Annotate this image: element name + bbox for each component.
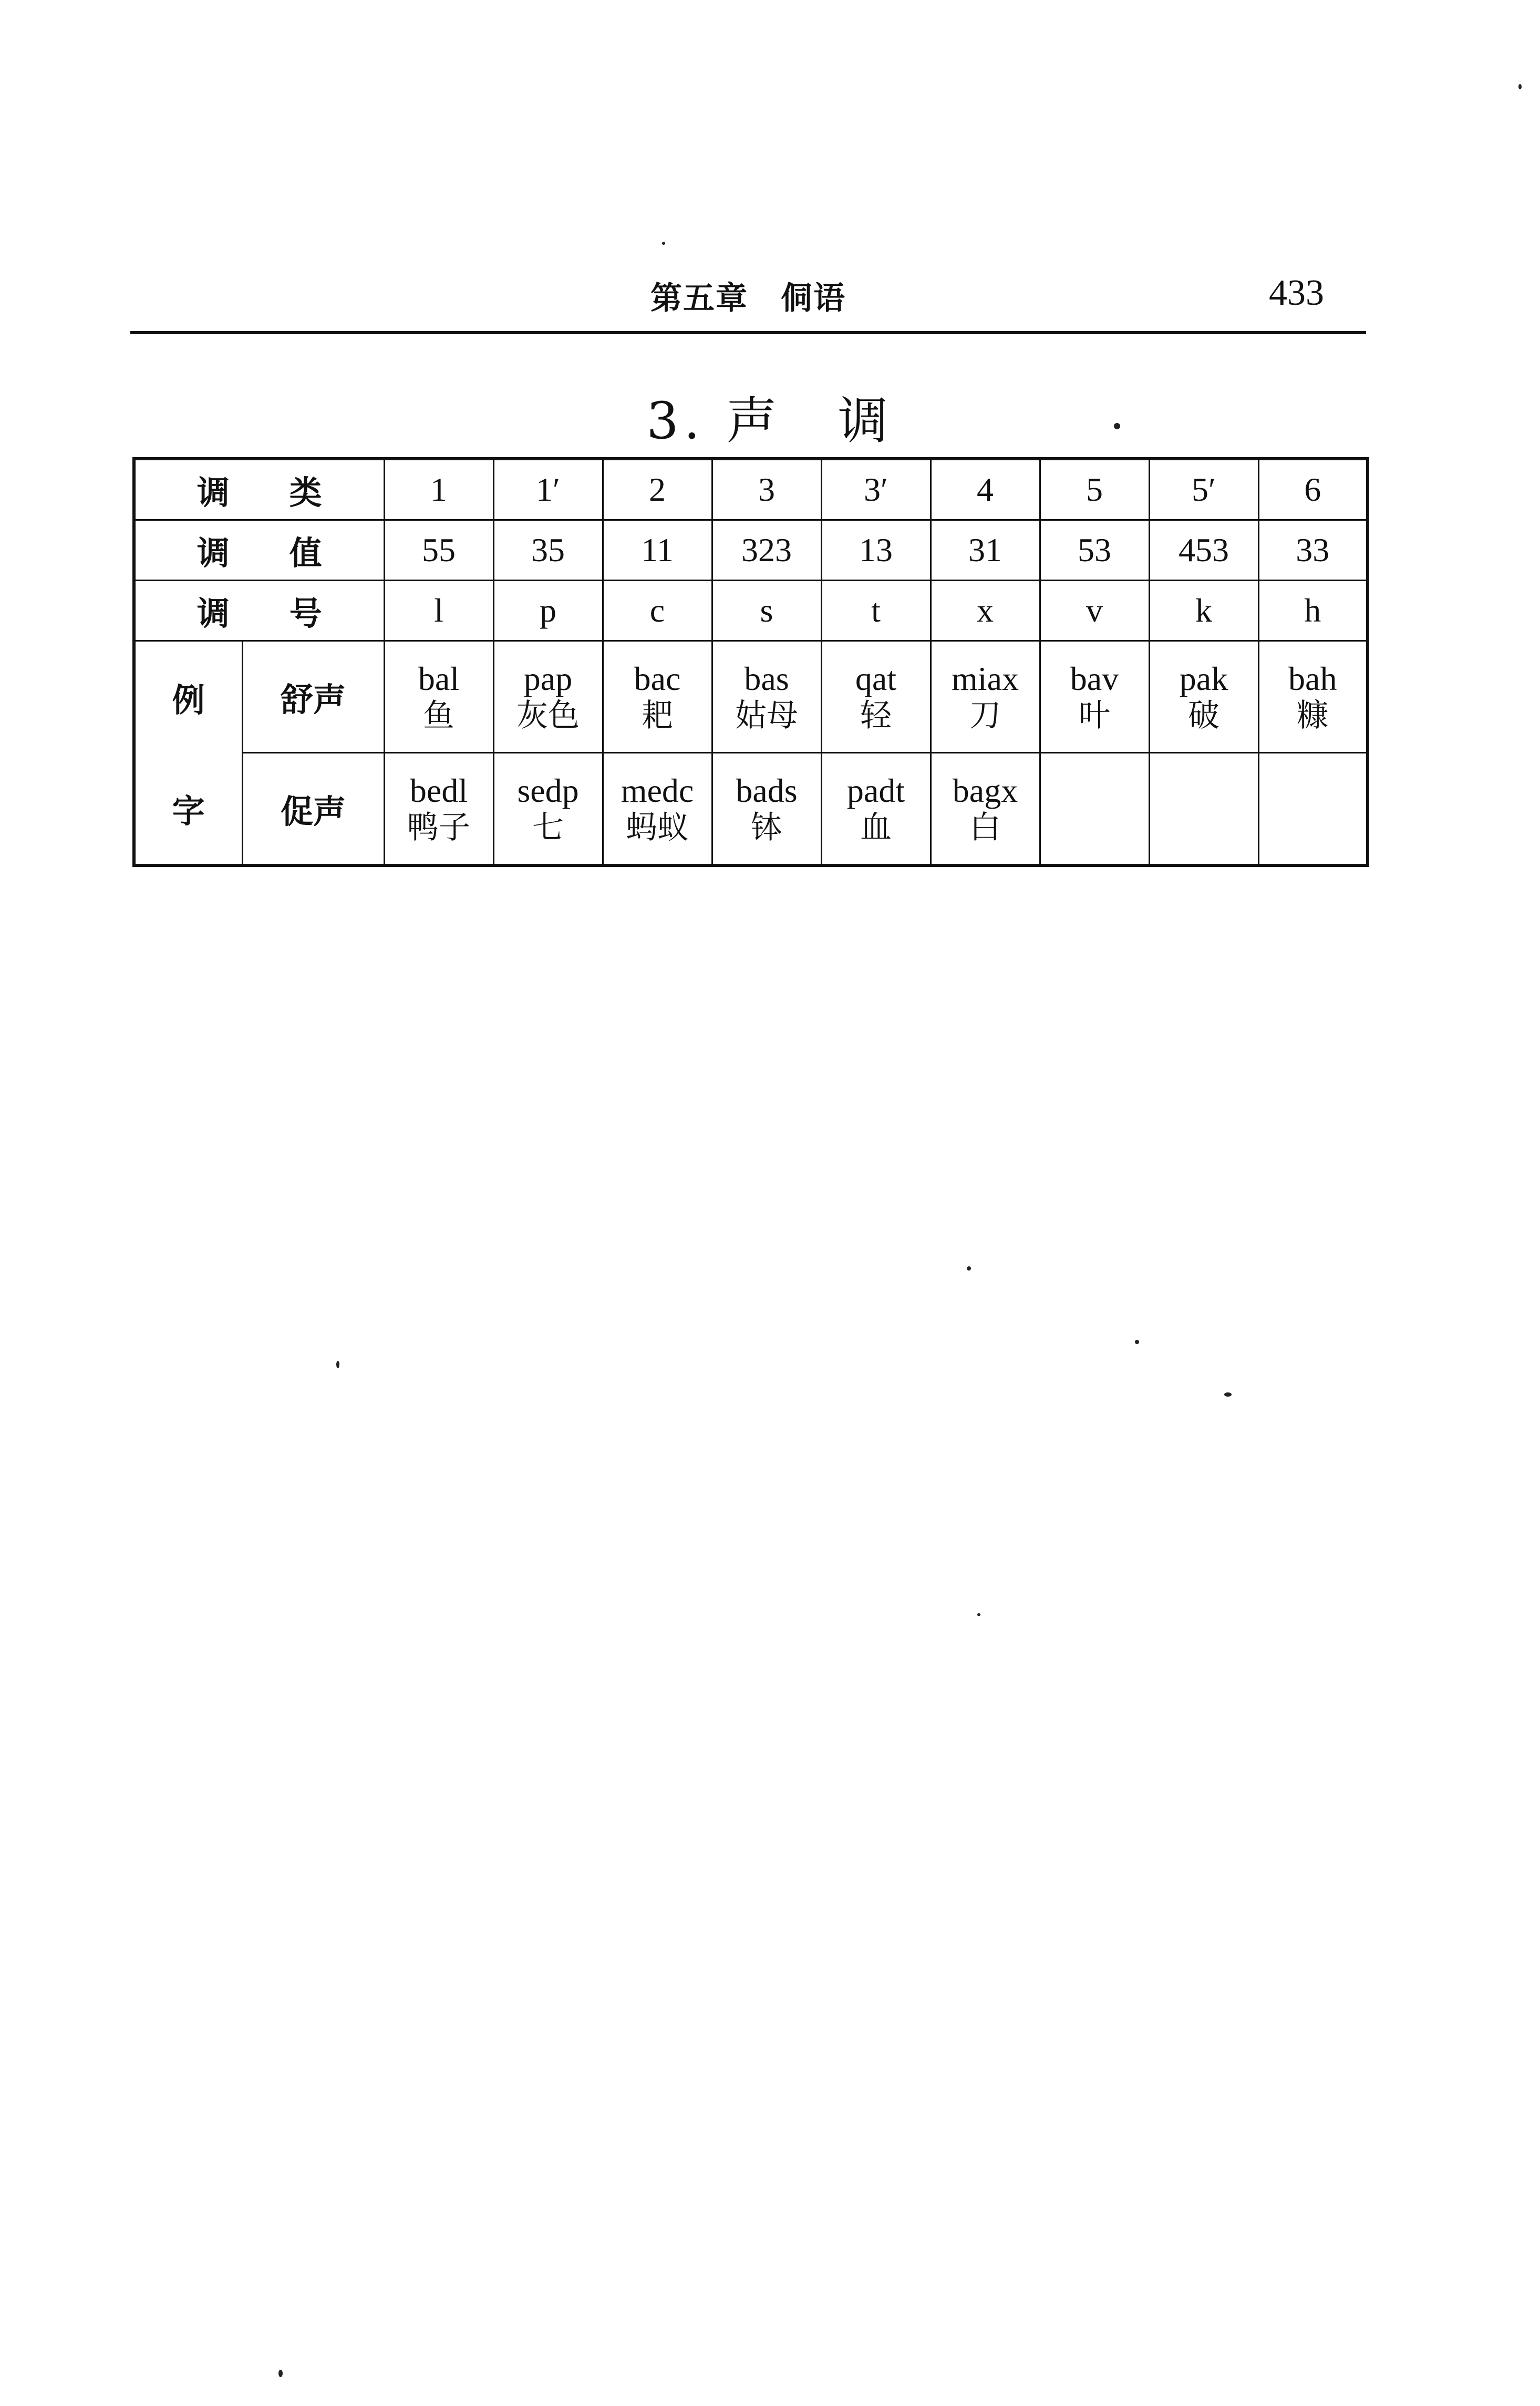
tone-mark-cell: k bbox=[1149, 581, 1258, 641]
tone-value-cell: 31 bbox=[931, 520, 1040, 581]
example-cell: padt 血 bbox=[821, 753, 931, 866]
smooth-label: 舒声 bbox=[242, 641, 384, 753]
tone-value-cell: 35 bbox=[493, 520, 603, 581]
example-cell: pak 破 bbox=[1149, 641, 1258, 753]
tone-mark-cell: c bbox=[603, 581, 712, 641]
scan-speck bbox=[1224, 1392, 1232, 1397]
tone-value-cell: 55 bbox=[384, 520, 493, 581]
tone-value-cell: 453 bbox=[1149, 520, 1258, 581]
example-label: 例 字 bbox=[134, 641, 242, 866]
scan-speck bbox=[1114, 423, 1120, 429]
scan-speck bbox=[278, 2370, 283, 2377]
smooth-example-row bbox=[134, 641, 1368, 753]
tone-class-cell: 5 bbox=[1040, 459, 1149, 520]
tone-mark-label: 调 号 bbox=[134, 581, 384, 641]
tone-mark-row bbox=[134, 581, 1368, 641]
tone-mark-cell: s bbox=[712, 581, 821, 641]
checked-label: 促声 bbox=[242, 753, 384, 866]
tone-value-cell: 33 bbox=[1258, 520, 1368, 581]
section-title: 3. 声 调 bbox=[646, 391, 894, 450]
example-cell: pap 灰色 bbox=[493, 641, 603, 753]
example-cell: miax 刀 bbox=[931, 641, 1040, 753]
tone-class-row bbox=[134, 459, 1368, 520]
empty-cell bbox=[1040, 753, 1149, 866]
tone-table bbox=[132, 457, 1369, 867]
example-cell: bav 叶 bbox=[1040, 641, 1149, 753]
example-cell: bac 耙 bbox=[603, 641, 712, 753]
scan-speck bbox=[967, 1266, 971, 1271]
tone-mark-cell: l bbox=[384, 581, 493, 641]
example-cell: medc 蚂蚁 bbox=[603, 753, 712, 866]
scan-speck bbox=[662, 242, 665, 245]
tone-value-row bbox=[134, 520, 1368, 581]
example-cell: bagx 白 bbox=[931, 753, 1040, 866]
tone-value-cell: 11 bbox=[603, 520, 712, 581]
tone-mark-cell: x bbox=[931, 581, 1040, 641]
tone-class-cell: 6 bbox=[1258, 459, 1368, 520]
tone-class-cell: 5′ bbox=[1149, 459, 1258, 520]
tone-class-cell: 2 bbox=[603, 459, 712, 520]
example-cell: qat 轻 bbox=[821, 641, 931, 753]
example-cell: bas 姑母 bbox=[712, 641, 821, 753]
page-number: 433 bbox=[1269, 273, 1324, 313]
example-cell: bads 钵 bbox=[712, 753, 821, 866]
scan-speck bbox=[1518, 84, 1522, 89]
scan-speck bbox=[977, 1613, 980, 1616]
tone-class-cell: 3 bbox=[712, 459, 821, 520]
example-cell: bal 鱼 bbox=[384, 641, 493, 753]
chapter-title: 第五章 侗语 bbox=[650, 280, 846, 317]
tone-mark-cell: h bbox=[1258, 581, 1368, 641]
example-cell: bah 糠 bbox=[1258, 641, 1368, 753]
tone-value-cell: 323 bbox=[712, 520, 821, 581]
tone-value-cell: 13 bbox=[821, 520, 931, 581]
tone-value-cell: 53 bbox=[1040, 520, 1149, 581]
tone-class-cell: 1 bbox=[384, 459, 493, 520]
running-header bbox=[130, 263, 1366, 331]
tone-mark-cell: t bbox=[821, 581, 931, 641]
empty-cell bbox=[1149, 753, 1258, 866]
scan-speck bbox=[336, 1361, 339, 1368]
tone-class-cell: 3′ bbox=[821, 459, 931, 520]
header-rule bbox=[130, 331, 1366, 334]
tone-class-label: 调 类 bbox=[134, 459, 384, 520]
tone-class-cell: 4 bbox=[931, 459, 1040, 520]
tone-class-cell: 1′ bbox=[493, 459, 603, 520]
tone-mark-cell: p bbox=[493, 581, 603, 641]
empty-cell bbox=[1258, 753, 1368, 866]
example-cell: bedl 鸭子 bbox=[384, 753, 493, 866]
example-cell: sedp 七 bbox=[493, 753, 603, 866]
checked-example-row bbox=[134, 753, 1368, 866]
tone-mark-cell: v bbox=[1040, 581, 1149, 641]
tone-value-label: 调 值 bbox=[134, 520, 384, 581]
scan-speck bbox=[1135, 1340, 1139, 1344]
